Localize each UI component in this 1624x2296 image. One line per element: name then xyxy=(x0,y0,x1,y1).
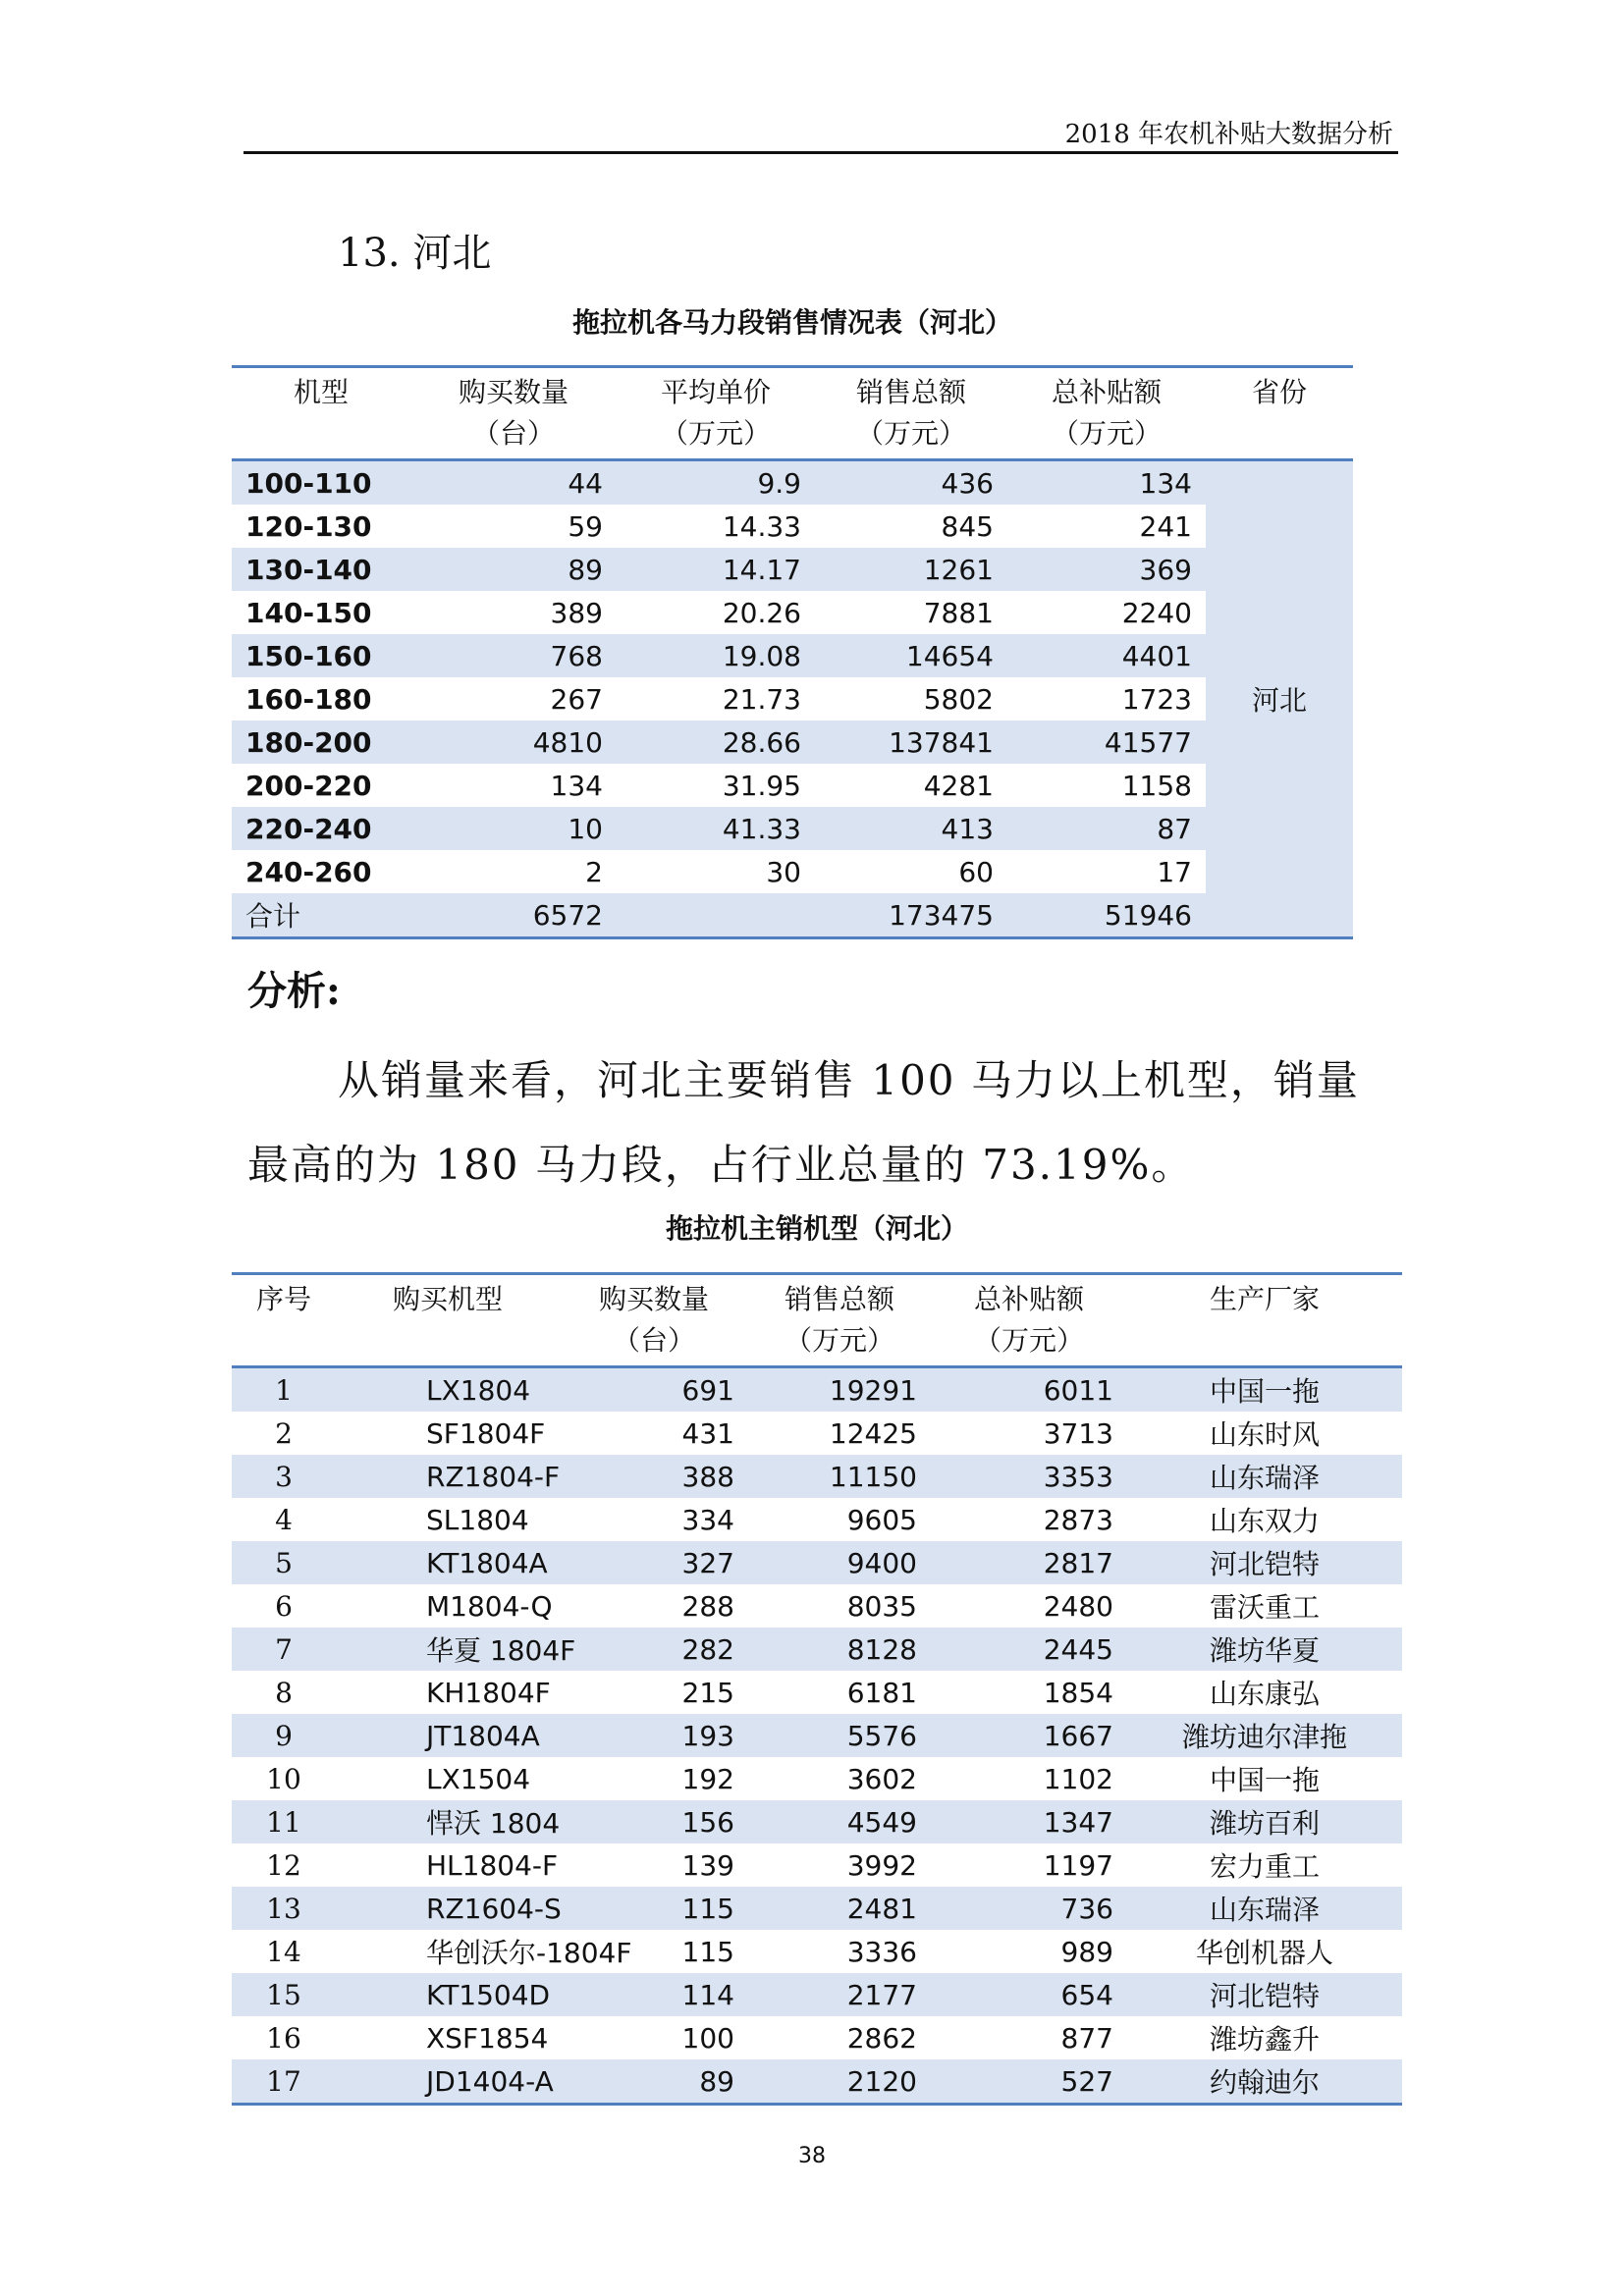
table-row xyxy=(232,1714,1402,1757)
cell-avg-price: 14.33 xyxy=(722,509,801,543)
cell-sales-total: 8035 xyxy=(846,1589,917,1623)
cell-index: 7 xyxy=(232,1628,336,1671)
table-row xyxy=(232,1628,1402,1671)
cell-sales-total: 14654 xyxy=(815,634,1007,677)
cell-quantity: 388 xyxy=(560,1455,748,1498)
table-row xyxy=(232,2016,1402,2059)
cell-manufacturer: 中国一拖 xyxy=(1127,1367,1402,1413)
table-row xyxy=(232,764,1353,807)
cell-index: 6 xyxy=(275,1589,293,1623)
cell-manufacturer: 华创机器人 xyxy=(1195,1937,1333,1969)
total-cell-sales-total: 173475 xyxy=(815,893,1007,938)
table-row xyxy=(232,548,1353,591)
table2-header-row xyxy=(232,1274,1402,1367)
cell-sales-total: 3602 xyxy=(846,1762,917,1795)
cell-manufacturer: 山东时风 xyxy=(1209,1418,1320,1451)
cell-hp-range: 150-160 xyxy=(232,634,410,677)
cell-model: 华夏 1804F xyxy=(336,1628,560,1671)
cell-model: LX1504 xyxy=(426,1762,531,1795)
table1-header-quantity: 购买数量 （台） xyxy=(410,367,617,460)
cell-sales-total: 8128 xyxy=(748,1628,931,1671)
table2-header-manufacturer: 生产厂家 xyxy=(1127,1274,1402,1367)
table-row xyxy=(232,1757,1402,1800)
cell-manufacturer: 山东瑞泽 xyxy=(1127,1887,1402,1930)
cell-avg-price: 20.26 xyxy=(722,596,801,629)
cell-index: 17 xyxy=(232,2059,336,2105)
table-row xyxy=(232,1887,1402,1930)
cell-sales-total: 6181 xyxy=(846,1676,917,1709)
cell-avg-price: 9.9 xyxy=(617,460,815,506)
cell-model: HL1804-F xyxy=(426,1848,559,1882)
table-row xyxy=(232,1455,1402,1498)
cell-model: 华创沃尔-1804F xyxy=(426,1937,632,1969)
table-row xyxy=(232,591,1353,634)
table2-header-index: 序号 xyxy=(232,1274,336,1367)
table-total-row xyxy=(232,893,1353,938)
cell-subsidy-total: 2445 xyxy=(931,1628,1127,1671)
cell-hp-range: 240-260 xyxy=(245,855,372,888)
cell-index: 10 xyxy=(266,1762,301,1795)
cell-quantity: 327 xyxy=(560,1541,748,1584)
cell-manufacturer: 潍坊鑫升 xyxy=(1209,2023,1320,2056)
cell-hp-range: 200-220 xyxy=(245,769,372,802)
cell-sales-total: 2120 xyxy=(748,2059,931,2105)
cell-quantity: 267 xyxy=(550,682,603,716)
table-row xyxy=(232,1367,1402,1413)
cell-subsidy-total: 1723 xyxy=(1121,682,1192,716)
cell-quantity: 215 xyxy=(681,1676,734,1709)
cell-model: SF1804F xyxy=(426,1416,546,1450)
table-row xyxy=(232,721,1353,764)
cell-sales-total: 12425 xyxy=(829,1416,917,1450)
cell-subsidy-total: 1667 xyxy=(931,1714,1127,1757)
cell-hp-range: 120-130 xyxy=(245,509,372,543)
cell-quantity: 768 xyxy=(410,634,617,677)
cell-quantity: 114 xyxy=(560,1973,748,2016)
table1-header-model: 机型 xyxy=(232,367,410,460)
cell-manufacturer: 潍坊百利 xyxy=(1127,1800,1402,1843)
cell-quantity: 115 xyxy=(681,1935,734,1968)
cell-avg-price: 19.08 xyxy=(617,634,815,677)
cell-manufacturer: 潍坊迪尔津拖 xyxy=(1127,1714,1402,1757)
cell-quantity: 193 xyxy=(560,1714,748,1757)
cell-manufacturer: 山东康弘 xyxy=(1209,1678,1320,1710)
cell-sales-total: 9400 xyxy=(748,1541,931,1584)
cell-subsidy-total: 877 xyxy=(1060,2021,1113,2055)
cell-avg-price: 31.95 xyxy=(722,769,801,802)
cell-model: JT1804A xyxy=(336,1714,560,1757)
cell-subsidy-total: 527 xyxy=(931,2059,1127,2105)
cell-sales-total: 2862 xyxy=(846,2021,917,2055)
cell-index: 3 xyxy=(232,1455,336,1498)
cell-sales-total: 9605 xyxy=(846,1503,917,1536)
cell-hp-range: 100-110 xyxy=(232,460,410,506)
cell-avg-price: 30 xyxy=(766,855,801,888)
table-row xyxy=(232,460,1353,506)
cell-quantity: 115 xyxy=(560,1887,748,1930)
cell-subsidy-total: 2480 xyxy=(1043,1589,1113,1623)
cell-quantity: 44 xyxy=(410,460,617,506)
cell-hp-range: 130-140 xyxy=(232,548,410,591)
cell-sales-total: 4281 xyxy=(923,769,994,802)
page-header-title: 2018 年农机补贴大数据分析 xyxy=(1064,120,1393,149)
cell-model: KH1804F xyxy=(426,1676,551,1709)
table-row xyxy=(232,1498,1402,1541)
table1-caption: 拖拉机各马力段销售情况表（河北） xyxy=(571,306,1012,339)
cell-avg-price: 41.33 xyxy=(617,807,815,850)
cell-quantity: 4810 xyxy=(410,721,617,764)
table-row xyxy=(232,850,1353,893)
section-heading: 13. 河北 xyxy=(338,231,492,276)
total-cell-avg-price xyxy=(617,893,815,938)
table-row xyxy=(232,1973,1402,2016)
cell-index: 15 xyxy=(232,1973,336,2016)
cell-subsidy-total: 1102 xyxy=(1043,1762,1113,1795)
analysis-label: 分析: xyxy=(247,968,341,1014)
cell-hp-range: 160-180 xyxy=(245,682,372,716)
cell-model: M1804-Q xyxy=(426,1589,553,1623)
cell-subsidy-total: 3713 xyxy=(1043,1416,1113,1450)
total-cell-subsidy-total: 51946 xyxy=(1007,893,1206,938)
cell-quantity: 389 xyxy=(550,596,603,629)
table-row xyxy=(232,1843,1402,1887)
cell-manufacturer: 雷沃重工 xyxy=(1209,1591,1320,1624)
table-row xyxy=(232,1671,1402,1714)
cell-model: 悍沃 1804 xyxy=(336,1800,560,1843)
cell-sales-total: 5576 xyxy=(748,1714,931,1757)
cell-quantity: 156 xyxy=(560,1800,748,1843)
cell-subsidy-total: 3353 xyxy=(931,1455,1127,1498)
cell-quantity: 282 xyxy=(560,1628,748,1671)
table-row xyxy=(232,1412,1402,1455)
cell-index: 12 xyxy=(266,1848,301,1882)
cell-sales-total: 60 xyxy=(958,855,994,888)
cell-model: JD1404-A xyxy=(336,2059,560,2105)
cell-manufacturer: 宏力重工 xyxy=(1209,1850,1320,1883)
cell-sales-total: 436 xyxy=(815,460,1007,506)
table2-header-model: 购买机型 xyxy=(336,1274,560,1367)
cell-manufacturer: 山东双力 xyxy=(1209,1505,1320,1537)
cell-index: 13 xyxy=(232,1887,336,1930)
cell-sales-total: 11150 xyxy=(748,1455,931,1498)
cell-subsidy-total: 989 xyxy=(1060,1935,1113,1968)
cell-subsidy-total: 134 xyxy=(1007,460,1206,506)
table2-header-sales-total: 销售总额 （万元） xyxy=(748,1274,931,1367)
table1-header-province: 省份 xyxy=(1206,367,1353,460)
table1-header-avg-price: 平均单价 （万元） xyxy=(617,367,815,460)
cell-subsidy-total: 41577 xyxy=(1007,721,1206,764)
analysis-paragraph: 从销量来看，河北主要销售 100 马力以上机型，销量最高的为 180 马力段，占行业总量的 73.19%。 xyxy=(247,1056,1360,1189)
cell-sales-total: 845 xyxy=(941,509,994,543)
cell-sales-total: 2481 xyxy=(748,1887,931,1930)
cell-model: KT1504D xyxy=(336,1973,560,2016)
table1-header-row xyxy=(232,367,1353,460)
cell-index: 14 xyxy=(266,1935,301,1968)
cell-quantity: 89 xyxy=(410,548,617,591)
cell-quantity: 89 xyxy=(560,2059,748,2105)
cell-quantity: 2 xyxy=(585,855,603,888)
cell-subsidy-total: 736 xyxy=(931,1887,1127,1930)
cell-hp-range: 140-150 xyxy=(245,596,372,629)
cell-sales-total: 3992 xyxy=(846,1848,917,1882)
total-cell-hp-range: 合计 xyxy=(232,893,410,938)
table1-header-sales-total: 销售总额 （万元） xyxy=(815,367,1007,460)
cell-hp-range: 180-200 xyxy=(232,721,410,764)
cell-index: 1 xyxy=(232,1367,336,1413)
cell-index: 9 xyxy=(232,1714,336,1757)
table2-header-subsidy-total: 总补贴额 （万元） xyxy=(931,1274,1127,1367)
cell-subsidy-total: 4401 xyxy=(1007,634,1206,677)
cell-subsidy-total: 369 xyxy=(1007,548,1206,591)
cell-subsidy-total: 2873 xyxy=(1043,1503,1113,1536)
cell-manufacturer: 河北铠特 xyxy=(1127,1973,1402,2016)
cell-subsidy-total: 1197 xyxy=(1043,1848,1113,1882)
cell-quantity: 134 xyxy=(550,769,603,802)
cell-model: RZ1604-S xyxy=(336,1887,560,1930)
cell-subsidy-total: 2817 xyxy=(931,1541,1127,1584)
cell-subsidy-total: 6011 xyxy=(931,1367,1127,1413)
cell-avg-price: 28.66 xyxy=(617,721,815,764)
top-models-table xyxy=(232,1272,1402,2106)
cell-manufacturer: 约翰迪尔 xyxy=(1127,2059,1402,2105)
table-row xyxy=(232,1930,1402,1973)
cell-quantity: 431 xyxy=(681,1416,734,1450)
cell-subsidy-total: 1158 xyxy=(1121,769,1192,802)
cell-quantity: 100 xyxy=(681,2021,734,2055)
cell-sales-total: 19291 xyxy=(748,1367,931,1413)
cell-quantity: 334 xyxy=(681,1503,734,1536)
cell-sales-total: 413 xyxy=(815,807,1007,850)
cell-avg-price: 21.73 xyxy=(722,682,801,716)
cell-model: SL1804 xyxy=(426,1503,529,1536)
cell-subsidy-total: 1854 xyxy=(1043,1676,1113,1709)
cell-quantity: 691 xyxy=(560,1367,748,1413)
cell-subsidy-total: 654 xyxy=(931,1973,1127,2016)
cell-model: LX1804 xyxy=(336,1367,560,1413)
cell-sales-total: 5802 xyxy=(923,682,994,716)
cell-sales-total: 7881 xyxy=(923,596,994,629)
table-row xyxy=(232,2059,1402,2105)
cell-sales-total: 137841 xyxy=(815,721,1007,764)
table-row xyxy=(232,677,1353,721)
cell-quantity: 139 xyxy=(681,1848,734,1882)
cell-quantity: 10 xyxy=(410,807,617,850)
cell-manufacturer: 中国一拖 xyxy=(1209,1764,1320,1796)
cell-index: 16 xyxy=(266,2021,301,2055)
cell-subsidy-total: 1347 xyxy=(931,1800,1127,1843)
header-rule xyxy=(244,151,1398,154)
cell-index: 8 xyxy=(275,1676,293,1709)
table-row xyxy=(232,1541,1402,1584)
horsepower-sales-table xyxy=(232,365,1353,939)
cell-sales-total: 4549 xyxy=(748,1800,931,1843)
cell-index: 2 xyxy=(275,1416,293,1450)
cell-manufacturer: 潍坊华夏 xyxy=(1127,1628,1402,1671)
cell-manufacturer: 山东瑞泽 xyxy=(1127,1455,1402,1498)
table2-caption: 拖拉机主销机型（河北） xyxy=(665,1212,968,1245)
table-row xyxy=(232,1800,1402,1843)
cell-model: RZ1804-F xyxy=(336,1455,560,1498)
table-row xyxy=(232,634,1353,677)
cell-quantity: 288 xyxy=(681,1589,734,1623)
table-row xyxy=(232,1584,1402,1628)
cell-hp-range: 220-240 xyxy=(232,807,410,850)
cell-index: 4 xyxy=(275,1503,293,1536)
cell-index: 5 xyxy=(232,1541,336,1584)
cell-subsidy-total: 2240 xyxy=(1121,596,1192,629)
cell-quantity: 59 xyxy=(568,509,603,543)
total-cell-quantity: 6572 xyxy=(410,893,617,938)
cell-sales-total: 1261 xyxy=(815,548,1007,591)
cell-subsidy-total: 241 xyxy=(1139,509,1192,543)
table2-header-quantity: 购买数量 （台） xyxy=(560,1274,748,1367)
cell-sales-total: 3336 xyxy=(846,1935,917,1968)
table-row xyxy=(232,807,1353,850)
cell-quantity: 192 xyxy=(681,1762,734,1795)
page-number: 38 xyxy=(798,2144,826,2168)
cell-model: KT1804A xyxy=(336,1541,560,1584)
cell-subsidy-total: 87 xyxy=(1007,807,1206,850)
cell-sales-total: 2177 xyxy=(748,1973,931,2016)
cell-model: XSF1854 xyxy=(426,2021,549,2055)
cell-manufacturer: 河北铠特 xyxy=(1127,1541,1402,1584)
cell-avg-price: 14.17 xyxy=(617,548,815,591)
table-row xyxy=(232,505,1353,548)
province-cell: 河北 xyxy=(1206,460,1353,938)
table1-header-subsidy-total: 总补贴额 （万元） xyxy=(1007,367,1206,460)
cell-subsidy-total: 17 xyxy=(1157,855,1192,888)
cell-index: 11 xyxy=(232,1800,336,1843)
